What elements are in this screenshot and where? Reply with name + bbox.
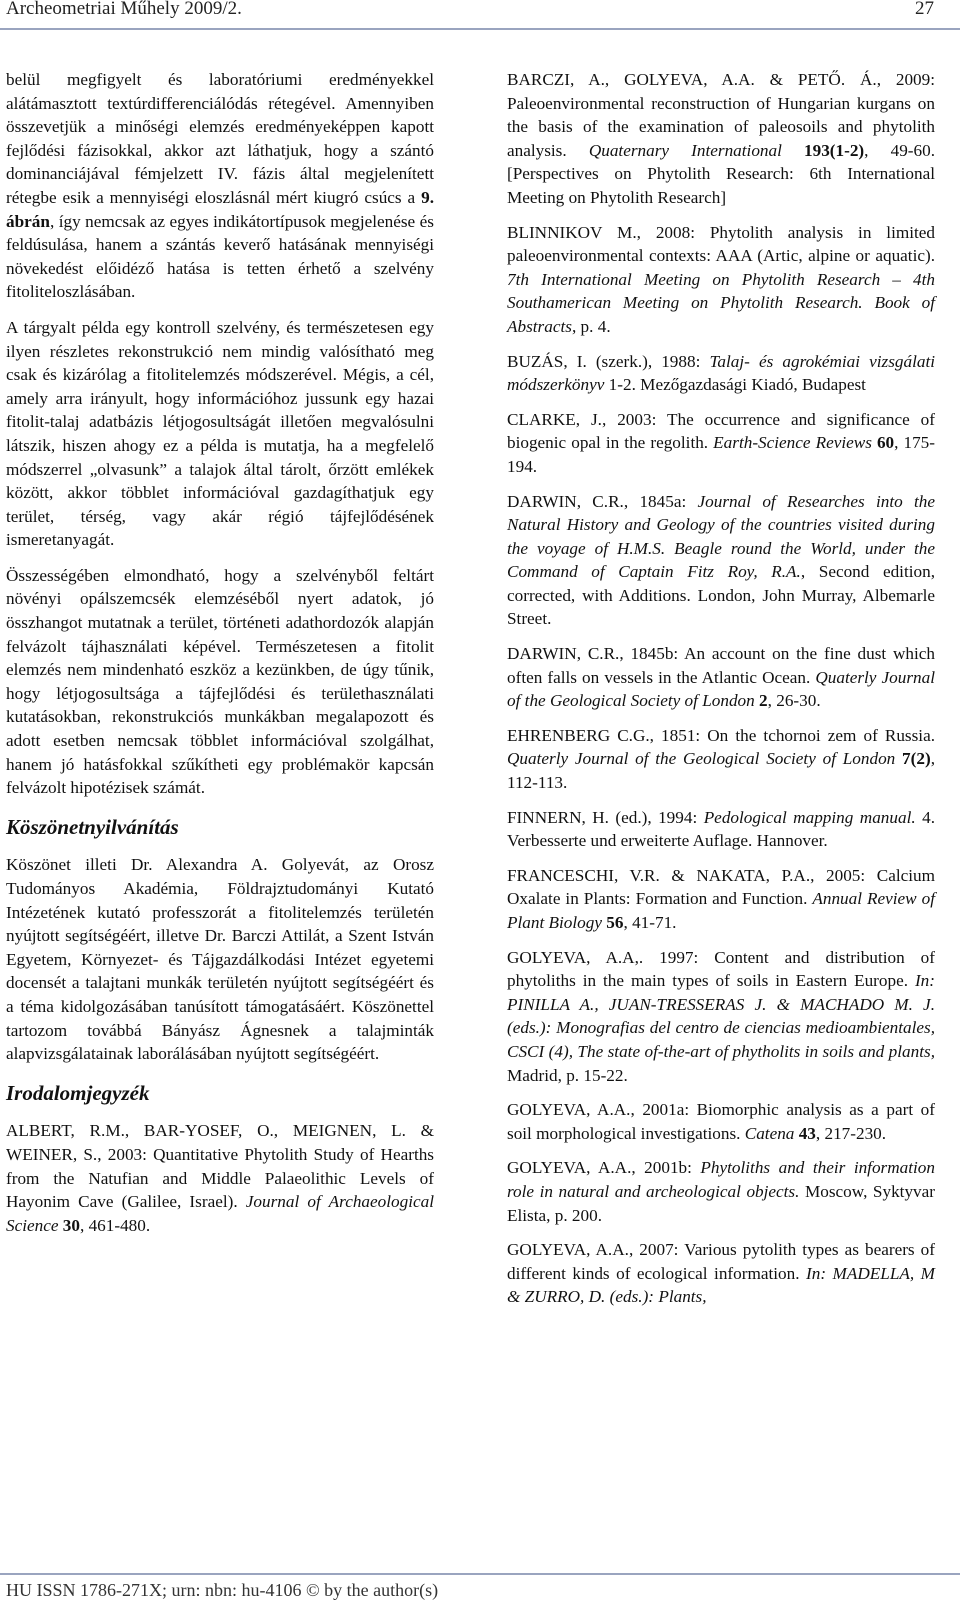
text-run: 1-2. Mezőgazdasági Kiadó, Budapest bbox=[604, 375, 866, 395]
text-run: DARWIN, C.R., 1845a: bbox=[507, 491, 698, 511]
reference-entry bbox=[507, 864, 935, 935]
acknowledgements-text: Köszönet illeti Dr. Alexandra A. Golyevát, az Orosz Tudományos Akadémia, Földrajztudományi Kutató Intézetének kutató professzorát a fitolitelemzés területén nyújtott segítségéért, illetve Dr. Barczi Attilát, a Szent István Egyetem, Környezet- és Tájgazdálkodási Intézet egyetemi docensét a talajtani munkák területén nyújtott segítségéért és a téma kidolgozásában tanúsított támogatásáért. Köszönettel tartozom továbbá Bányász Ágnesnek a talajminták alapvizsgálatainak laborálásában nyújtott segítségéért. bbox=[6, 855, 434, 1064]
reference-entry bbox=[507, 221, 935, 339]
journal-name: Journal of Archaeological Science bbox=[6, 1192, 434, 1235]
italic-title: Pedological mapping manual. bbox=[703, 807, 916, 827]
issn-copyright: HU ISSN 1786-271X; urn: nbn: hu-4106 © by the author(s) bbox=[6, 1580, 439, 1600]
text-run: , így nemcsak az egyes indikátortípusok megjelenése és feldúsulása, hanem a szántás keverő hatásának mennyiségi növekedést előidéző hatása is tetten érhető a szelvény fitoliteloszlásában. bbox=[6, 211, 434, 302]
text-run: , 49-60. [Perspectives on Phytolith Research: 6th International Meeting on Phytolith Research] bbox=[507, 140, 936, 207]
text-run: GOLYEVA, A.A., 2001b: bbox=[507, 1158, 701, 1178]
italic-title: Journal of Researches into the Natural History and Geology of the countries visited during the voyage of H.M.S. Beagle round the World, under the Command of Captain Fitz Roy, R.A. bbox=[507, 491, 936, 582]
text-run: , 41-71. bbox=[623, 913, 677, 932]
text-run: GOLYEVA, A.A,. 1997: Content and distribution of phytoliths in the main types of soils in Eastern Europe. bbox=[507, 947, 935, 991]
text-run: GOLYEVA, A.A., 2007: Various pytolith types as bearers of different kinds of ecological information. bbox=[507, 1240, 935, 1283]
volume: 60 bbox=[871, 433, 895, 453]
journal-name: Quaternary International bbox=[588, 140, 782, 160]
body-paragraph bbox=[6, 68, 434, 304]
volume: 2 bbox=[754, 691, 768, 711]
italic-title: In: MADELLA, M & ZURRO, D. (eds.): Plants, bbox=[507, 1263, 936, 1307]
body-paragraph: A tárgyalt példa egy kontroll szelvény, és természetesen egy ilyen részletes rekonstrukció nem mindig valósítható meg csak és kizárólag a fitolitelemzés módszerével. Mégis, a cél, amely arra irányult, hogy információhoz jussunk egy hazai fitolit-talaj adatbázis létjogosultságát illetően megvalósulni látszik, hiszen ahogy ez a példa is mutatja, ha a megfelelő módszerrel „olvasunk” a talajok által tárolt, őrzött emlékek között, akkor többlet információval gazdagíthatjuk egy terület, térség, vagy akár régió tájfejlődésének ismeretanyagát. bbox=[6, 317, 434, 550]
volume: 193(1-2) bbox=[781, 140, 865, 160]
reference-entry bbox=[507, 350, 935, 397]
text-run: CLARKE, J., 2003: The occurrence and significance of biogenic opal in the regolith. bbox=[507, 409, 935, 453]
italic-title: Phytoliths and their information role in natural and archeological objects. bbox=[507, 1158, 935, 1201]
text-run: , 175-194. bbox=[507, 433, 935, 476]
reference-entry bbox=[507, 68, 935, 210]
volume: 7(2) bbox=[895, 749, 931, 769]
text-run: , 461-480. bbox=[79, 1215, 151, 1235]
reference-entry bbox=[507, 490, 935, 632]
text-run: BARCZI, A., GOLYEVA, A.A. & PETŐ. Á., 2009: Paleoenvironmental reconstruction of Hungarian kurgans on the basis of the examination of paleosoils and phytolith analysis. bbox=[507, 70, 935, 160]
text-run: Moscow, Syktyvar Elista, p. 200. bbox=[507, 1181, 935, 1225]
text-run: GOLYEVA, A.A., 2001a: Biomorphic analysis as a part of soil morphological investigations. bbox=[507, 1100, 935, 1143]
page-header bbox=[0, 0, 960, 30]
text-run: Madrid, p. 15-22. bbox=[507, 1065, 628, 1085]
reference-entry bbox=[507, 724, 935, 795]
text-run: belül megfigyelt és laboratóriumi eredményekkel alátámasztott textúrdifferenciálódás rétegével. Amennyiben összevetjük a minőségi elemzés eredményeképpen kapott fejlődési fázisokkal, akkor azt láthatjuk, hogy a szántó dominanciájával fémjelzett IV. fázis által megjelenített rétegbe esik a mennyiségi eloszlásnál mért kiugró csúcs a bbox=[6, 70, 434, 207]
text-run: , 217-230. bbox=[815, 1123, 887, 1143]
text-run: DARWIN, C.R., 1845b: An account on the fine dust which often falls on vessels in the Atlantic Ocean. bbox=[507, 644, 935, 687]
text-run: FRANCESCHI, V.R. & NAKATA, P.A., 2005: Calcium Oxalate in Plants: Formation and Function. bbox=[507, 865, 935, 909]
references-heading: Irodalomjegyzék bbox=[6, 1080, 150, 1105]
text-run: EHRENBERG C.G., 1851: On the tchornoi zem of Russia. bbox=[507, 725, 935, 745]
text-run: BLINNIKOV M., 2008: Phytolith analysis in limited paleoenvironmental contexts: AAA (Artic, alpine or aquatic). bbox=[507, 222, 935, 266]
italic-title: In: PINILLA A., JUAN-TRESSERAS J. & MACHADO M. J. (eds.): Monografias del centro de ciencias medioambientales, CSCI (4), The state of-the-art of phytholits in soils and plants, bbox=[507, 971, 935, 1061]
journal-name: Quaterly Journal of the Geological Society of London bbox=[507, 667, 935, 711]
text-run: , Second edition, corrected, with Additions. London, John Murray, Albemarle Street. bbox=[507, 562, 935, 629]
left-column bbox=[6, 68, 434, 1248]
text-run: FINNERN, H. (ed.), 1994: bbox=[507, 807, 704, 827]
body-paragraph: Összességében elmondható, hogy a szelvényből feltárt növényi opálszemcsék elemzéséből nyert adatok, jó összhangot mutatnak a terület, történeti adathordozók alapján felvázolt tájhasználati képével. Természetesen a fitolit elemzés nem mindenható eszköz a kezünkben, de úgy tűnik, hogy létjogosultsága a tájfejlődési és területhasználati kutatásokban, rekonstrukciós munkákban megalapozott és adott esetben nemcsak többlet információval szolgálhat, hanem jó hatásfokkal szűkítheti egy problémakör kapcsán felvázolt hipotézisek számát. bbox=[6, 565, 434, 798]
right-column bbox=[507, 68, 935, 1320]
reference-entry bbox=[507, 408, 935, 479]
text-run: , 112-113. bbox=[507, 749, 935, 793]
journal-name: Earth-Science Reviews bbox=[713, 433, 872, 453]
reference-entry bbox=[507, 642, 935, 713]
text-run: , 26-30. bbox=[767, 691, 821, 711]
figure-reference-link[interactable]: 9. ábrán bbox=[6, 187, 434, 231]
text-run: BUZÁS, I. (szerk.), 1988: bbox=[507, 351, 710, 371]
text-run: 4. Verbesserte und erweiterte Auflage. Hannover. bbox=[507, 807, 935, 851]
journal-name: Quaterly Journal of the Geological Society of London bbox=[507, 749, 896, 769]
reference-entry bbox=[6, 1119, 434, 1237]
reference-entry bbox=[507, 806, 935, 853]
italic-title: Talaj- és agrokémiai vizsgálati módszerkönyv bbox=[507, 351, 935, 395]
reference-entry bbox=[507, 1098, 935, 1145]
text-run: , p. 4. bbox=[571, 316, 611, 336]
page-number: 27 bbox=[915, 0, 934, 19]
volume: 43 bbox=[794, 1123, 816, 1143]
acknowledgements-heading: Köszönetnyilvánítás bbox=[6, 814, 179, 839]
page-footer bbox=[0, 1573, 960, 1605]
journal-title: Archeometriai Műhely 2009/2. bbox=[6, 0, 242, 19]
reference-entry bbox=[507, 946, 935, 1088]
text-run: ALBERT, R.M., BAR-YOSEF, O., MEIGNEN, L. & WEINER, S., 2003: Quantitative Phytolith Study of Hearths from the Natufian and Middle Palaeolithic Levels of Hayonim Cave (Galilee, Israel). bbox=[6, 1121, 434, 1212]
reference-entry bbox=[507, 1238, 935, 1309]
italic-title: 7th International Meeting on Phytolith Research – 4th Southamerican Meeting on Phytolith Research. Book of Abstracts bbox=[507, 269, 935, 336]
reference-entry bbox=[507, 1156, 935, 1227]
volume: 30 bbox=[58, 1215, 80, 1235]
journal-name: Annual Review of Plant Biology bbox=[507, 889, 935, 932]
volume: 56 bbox=[602, 913, 624, 932]
journal-name: Catena bbox=[744, 1123, 795, 1143]
